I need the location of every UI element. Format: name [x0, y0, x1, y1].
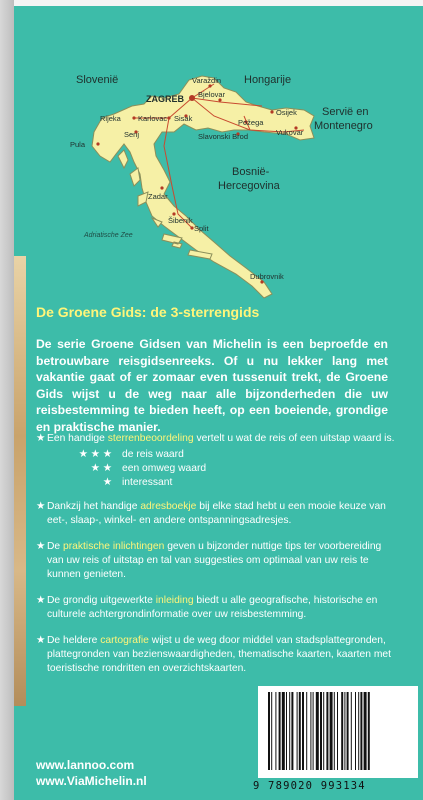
label-rijeka: Rijeka	[100, 114, 121, 123]
rating-label: de reis waard	[122, 449, 184, 460]
highlight: adresboekje	[140, 501, 197, 512]
website-lannoo[interactable]: www.lannoo.com	[36, 758, 135, 772]
star-icon: ★	[36, 635, 46, 646]
map-graphic	[14, 6, 423, 306]
rating-stars: ★ ★	[90, 463, 112, 474]
croatia-map	[14, 6, 423, 306]
highlight: cartografie	[100, 635, 149, 646]
barcode-bar	[355, 692, 356, 770]
bullet-stars: ★ Een handige sterrenbeoordeling vertelt u wat de reis of een uitstap waard is.	[36, 433, 395, 444]
barcode-bar	[299, 692, 301, 770]
barcode-bar	[330, 692, 333, 770]
section-heading: De Groene Gids: de 3-sterrengids	[36, 304, 260, 320]
label-pula: Pula	[70, 140, 86, 149]
star-icon: ★	[36, 541, 46, 552]
website-viamichelin[interactable]: www.ViaMichelin.nl	[36, 774, 147, 788]
bullet-cartography: ★ De heldere cartografie wijst u de weg door middel van stadsplattegronden, plattegronden van bezienswaardigheden, thematische kaarten, kaarten met toeristische rondritten en overzichtskaarten.	[36, 635, 392, 674]
barcode-bar	[302, 692, 304, 770]
barcode-bar	[323, 692, 324, 770]
barcode-bar	[341, 692, 343, 770]
barcode-bar	[351, 692, 352, 770]
label-pozega: Požega	[238, 118, 264, 127]
city-dot	[96, 142, 99, 145]
rating-row	[74, 462, 206, 474]
barcode-bar	[320, 692, 322, 770]
barcode-bar	[337, 692, 338, 770]
label-slovenia: Slovenië	[76, 74, 119, 86]
intro-paragraph: De serie Groene Gidsen van Michelin is een beproefde en betrouwbare reisgidsenreeks. Of u nu lekker lang met vakantie gaat of er zomaar even tussenuit trekt, de Groene Gids wijst u de weg naar alle bijzonderheden die uw reisbestemming te bieden heeft, op een boeiende, grondige en praktische manier.	[36, 337, 388, 434]
label-vukovar: Vukovar	[276, 128, 304, 137]
city-dot	[189, 95, 195, 101]
barcode-bar	[347, 692, 349, 770]
barcode-bar	[291, 692, 293, 770]
label-dubrovnik: Dubrovnik	[250, 272, 284, 281]
label-zagreb: ZAGREB	[146, 94, 184, 104]
barcode-bar	[286, 692, 287, 770]
barcode-bar	[279, 692, 281, 770]
star-icon: ★	[36, 595, 46, 606]
rating-row	[74, 448, 184, 460]
barcode-bar	[360, 692, 362, 770]
city-dot	[270, 110, 273, 113]
barcode-bar	[316, 692, 319, 770]
city-dot	[132, 116, 135, 119]
barcode-bar	[364, 692, 367, 770]
label-bosnia-1: Bosnië-	[232, 166, 270, 178]
label-zadar: Zadar	[148, 192, 168, 201]
isbn-number: 9 789020 993134	[253, 780, 366, 792]
bullet-introduction: ★ De grondig uitgewerkte inleiding biedt u alle geografische, historische en culturele achtergrondinformatie over uw reisbestemming.	[36, 595, 378, 620]
barcode-bar	[282, 692, 285, 770]
barcode	[258, 686, 418, 778]
label-slavonski-brod: Slavonski Brod	[198, 132, 249, 141]
barcode-bar	[358, 692, 359, 770]
star-icon: ★	[36, 501, 46, 512]
rating-row	[74, 476, 172, 488]
highlight: sterrenbeoordeling	[107, 433, 194, 444]
barcode-bar	[271, 692, 272, 770]
barcode-bar	[289, 692, 290, 770]
front-cover-edge-strip	[14, 256, 26, 706]
barcode-bar	[344, 692, 345, 770]
label-serbia-2: Montenegro	[314, 120, 373, 132]
label-sea: Adriatische Zee	[84, 232, 133, 239]
label-karlovac: Karlovac	[138, 114, 168, 123]
label-hungary: Hongarije	[244, 74, 292, 86]
highlight: inleiding	[155, 595, 194, 606]
barcode-bar	[313, 692, 314, 770]
label-sibenik: Šibenik	[168, 216, 193, 225]
barcode-bar	[306, 692, 307, 770]
barcode-bar	[297, 692, 298, 770]
label-osijek: Osijek	[276, 108, 297, 117]
barcode-bar	[334, 692, 335, 770]
highlight: praktische inlichtingen	[63, 541, 165, 552]
label-split: Split	[194, 224, 209, 233]
bullet-practical-info: ★ De praktische inlichtingen geven u bijzonder nuttige tips ter voorbereiding van uw reis of uitstap en tal van suggesties om optimaal van uw reis te kunnen genieten.	[36, 541, 382, 580]
barcode-bar	[326, 692, 328, 770]
label-bjelovar: Bjelovar	[198, 90, 226, 99]
book-back-cover	[14, 6, 423, 800]
label-serbia-1: Servië en	[322, 106, 369, 118]
city-dot	[167, 116, 170, 119]
barcode-bar	[268, 692, 270, 770]
barcode-bars	[264, 690, 412, 774]
barcode-bar	[310, 692, 311, 770]
label-varazdin: Varaždin	[192, 76, 222, 85]
barcode-bar	[368, 692, 370, 770]
rating-label: een omweg waard	[122, 463, 207, 474]
star-icon: ★	[36, 433, 46, 444]
city-dot	[160, 186, 163, 189]
rating-stars: ★	[102, 477, 112, 488]
label-senj: Senj	[124, 130, 140, 139]
label-sisak: Sisak	[174, 114, 193, 123]
barcode-bar	[275, 692, 276, 770]
rating-label: interessant	[122, 477, 173, 488]
bullet-address-book: ★ Dankzij het handige adresboekje bij elke stad hebt u een mooie keuze van eet-, slaap-, winkel- en andere ontspanningsadresjes.	[36, 501, 386, 526]
page-edge	[0, 0, 14, 800]
label-bosnia-2: Hercegovina	[218, 180, 280, 192]
rating-stars: ★ ★ ★	[78, 449, 112, 460]
